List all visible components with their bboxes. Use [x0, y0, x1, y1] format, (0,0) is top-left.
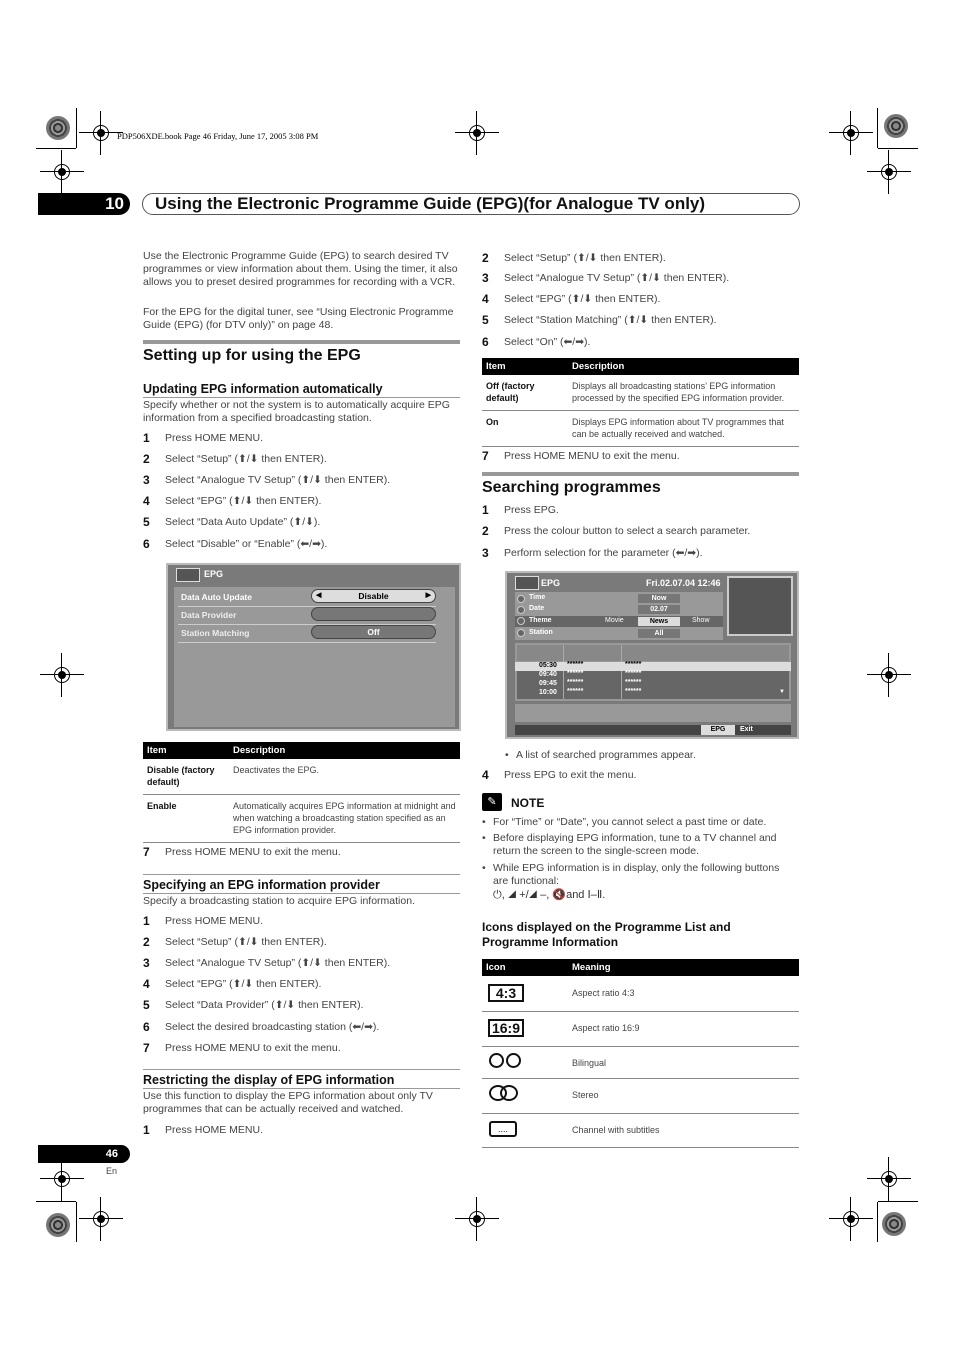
programme-list	[515, 643, 791, 701]
table-header: Icon	[482, 959, 568, 976]
table-row: 4:3 Aspect ratio 4:3	[482, 976, 799, 1011]
param-option: Show	[692, 617, 710, 624]
stereo-icon	[489, 1085, 523, 1101]
table-row: Bilingual	[482, 1046, 799, 1078]
exit-footer-label[interactable]: Exit	[740, 726, 753, 733]
aspect-4-3-icon: 4:3	[488, 984, 524, 1002]
registration-disc-icon	[46, 1213, 70, 1237]
trim-line	[877, 108, 878, 148]
registration-disc-icon	[882, 1212, 906, 1236]
chapter-number: 10	[38, 193, 130, 215]
crosshair-icon	[40, 1157, 84, 1201]
epg-footer-button[interactable]: EPG	[701, 725, 735, 735]
param-label: Time	[529, 594, 546, 601]
subsection-rule	[143, 893, 460, 894]
bilingual-icon	[489, 1053, 523, 1069]
list-divider	[563, 645, 564, 699]
scroll-down-icon[interactable]: ▼	[779, 689, 785, 695]
crosshair-icon	[79, 1197, 123, 1241]
osd-title: EPG	[204, 569, 224, 579]
list-title: ******	[625, 661, 642, 668]
table-row: Disable (factory default) Deactivates the EPG.	[143, 759, 460, 795]
list-time: 09:45	[539, 680, 557, 687]
subsection-heading: Restricting the display of EPG information	[143, 1073, 395, 1087]
table-row: .... Channel with subtitles	[482, 1113, 799, 1147]
subsection-rule	[143, 1069, 460, 1070]
note-heading: NOTE	[511, 796, 545, 810]
param-value[interactable]: Now	[638, 594, 680, 603]
list-title: ******	[625, 670, 642, 677]
table-row: 16:9 Aspect ratio 16:9	[482, 1011, 799, 1046]
osd-divider	[178, 642, 436, 643]
crosshair-icon	[40, 653, 84, 697]
functional-buttons: ⏻, ◢ +/◢ –, 🔇and Ⅰ–Ⅱ.	[493, 889, 606, 901]
subsection-rule	[143, 874, 460, 875]
trim-line	[877, 1202, 878, 1242]
preview-window	[727, 576, 793, 636]
tv-icon	[176, 568, 200, 582]
crosshair-icon	[455, 111, 499, 155]
param-panel	[515, 592, 723, 640]
epg-setup-screen	[166, 563, 461, 731]
table-header: Item	[482, 358, 568, 375]
list-time: 05:30	[539, 662, 557, 669]
list-title: ******	[567, 670, 584, 677]
trim-line	[76, 1202, 77, 1242]
epg-search-screen	[505, 571, 799, 739]
subsection-heading: Updating EPG information automatically	[143, 382, 383, 396]
subsection-desc: Specify a broadcasting station to acquire EPG information.	[143, 895, 415, 907]
file-info: PDP506XDE.book Page 46 Friday, June 17, 2005 3:08 PM	[117, 131, 319, 141]
subtitles-icon: ....	[489, 1121, 517, 1137]
table-header: Description	[568, 358, 799, 375]
list-divider	[621, 645, 622, 699]
trim-line	[878, 1201, 918, 1202]
station-matching-table	[482, 358, 799, 447]
data-auto-update-selector[interactable]: ◀ Disable ▶	[311, 589, 436, 603]
list-time: 09:40	[539, 671, 557, 678]
aspect-16-9-icon: 16:9	[488, 1019, 524, 1037]
list-time: 10:00	[539, 689, 557, 696]
table-header: Item	[143, 742, 229, 759]
subsection-rule	[143, 1088, 460, 1089]
green-button-icon	[517, 606, 525, 614]
trim-line	[878, 148, 918, 149]
trim-line	[36, 148, 76, 149]
param-label: Theme	[529, 617, 552, 624]
subsection-rule	[143, 397, 460, 398]
osd-row-label: Data Auto Update	[181, 592, 252, 602]
table-row: Off (factory default) Displays all broadcasting stations’ EPG information processed by the specified EPG information provider.	[482, 375, 799, 411]
crosshair-icon	[867, 653, 911, 697]
table-header: Description	[229, 742, 460, 759]
left-arrow-icon: ◀	[316, 592, 322, 599]
chapter-title: Using the Electronic Programme Guide (EPG)(for Analogue TV only)	[142, 193, 800, 215]
list-title: ******	[567, 688, 584, 695]
table-row: Enable Automatically acquires EPG information at midnight and when watching a broadcasting station specified as an EPG information provider.	[143, 795, 460, 843]
tv-icon	[515, 576, 539, 590]
page-number: 46	[38, 1145, 130, 1163]
data-auto-update-table	[143, 742, 460, 843]
page-language: En	[106, 1166, 118, 1176]
crosshair-icon	[829, 111, 873, 155]
pencil-icon: ✎	[482, 793, 502, 811]
osd-panel	[174, 587, 455, 727]
osd-title: EPG	[541, 578, 561, 588]
param-value[interactable]: News	[638, 617, 680, 626]
list-header	[517, 645, 789, 661]
registration-disc-icon	[884, 114, 908, 138]
subsection-desc: Specify whether or not the system is to automatically acquire EPG information from a specified broadcasting station.	[143, 399, 450, 424]
trim-line	[36, 1201, 76, 1202]
param-value[interactable]: 02.07	[638, 605, 680, 614]
table-header: Meaning	[568, 959, 799, 976]
intro-paragraph: For the EPG for the digital tuner, see “Using Electronic Programme Guide (EPG) (for DTV only)” on page 48.	[143, 306, 454, 331]
osd-row-label: Data Provider	[181, 610, 237, 620]
trim-line	[76, 108, 77, 148]
icons-heading: Icons displayed on the Programme List and Programme Information	[482, 920, 731, 949]
crosshair-icon	[867, 150, 911, 194]
intro-paragraph: Use the Electronic Programme Guide (EPG) to search desired TV programmes or view information about them. Using the timer, it also allows you to preset desired programmes for recording with a VCR.	[143, 250, 458, 288]
table-row: On Displays EPG information about TV programmes that can be actually received and watched.	[482, 411, 799, 447]
section-heading: Setting up for using the EPG	[143, 347, 361, 364]
subsection-desc: Use this function to display the EPG information about only TV programmes that can be actually received and watched.	[143, 1090, 433, 1115]
list-title: ******	[625, 688, 642, 695]
list-title: ******	[625, 679, 642, 686]
list-title: ******	[567, 661, 584, 668]
right-arrow-icon: ▶	[425, 592, 431, 599]
osd-datetime: Fri.02.07.04 12:46	[646, 578, 721, 588]
yellow-button-icon	[517, 617, 525, 625]
info-bar	[515, 704, 791, 722]
crosshair-icon	[829, 1197, 873, 1241]
param-value[interactable]: All	[638, 629, 680, 638]
list-title: ******	[567, 679, 584, 686]
station-matching-selector[interactable]: Off	[311, 625, 436, 639]
crosshair-icon	[40, 150, 84, 194]
blue-button-icon	[517, 629, 525, 637]
param-option: Movie	[605, 617, 624, 624]
osd-row-label: Station Matching	[181, 628, 250, 638]
crosshair-icon	[867, 1157, 911, 1201]
registration-disc-icon	[46, 116, 70, 140]
data-provider-selector[interactable]	[311, 607, 436, 621]
subsection-heading: Specifying an EPG information provider	[143, 878, 380, 892]
param-label: Station	[529, 629, 553, 636]
icons-table	[482, 959, 799, 1148]
table-row: Stereo	[482, 1078, 799, 1113]
crosshair-icon	[455, 1197, 499, 1241]
red-button-icon	[517, 595, 525, 603]
section-heading: Searching programmes	[482, 479, 661, 496]
param-label: Date	[529, 605, 545, 612]
